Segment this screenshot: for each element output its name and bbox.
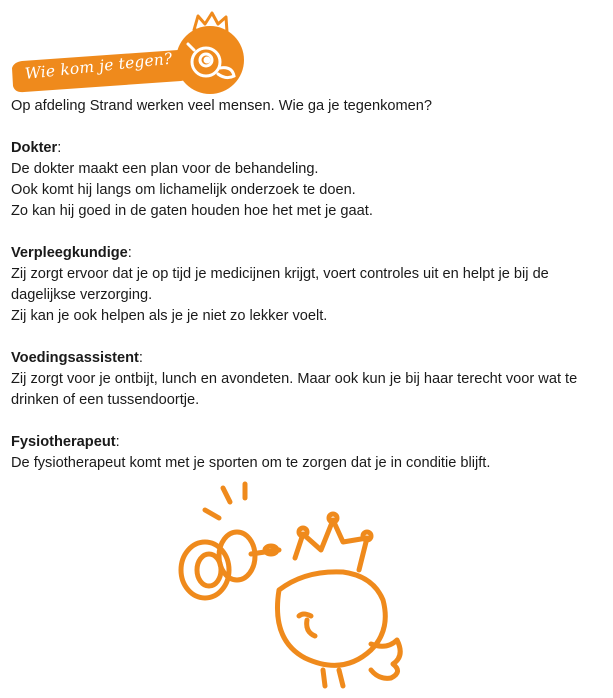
intro-text: Op afdeling Strand werken veel mensen. Wie ga je tegenkomen? <box>11 98 433 114</box>
section-line: De fysiotherapeut komt met je sporten om te zorgen dat je in conditie blijft. <box>11 455 491 471</box>
header-banner <box>8 10 253 96</box>
section-title: Dokter <box>11 140 58 156</box>
section-verpleegkundige: Verpleegkundige: Zij zorgt ervoor dat je op tijd je medicijnen krijgt, voert controles uit en helpt je bij de dagelijkse verzorging. Zij kan je ook helpen als je je niet zo lekker voelt. <box>11 243 603 327</box>
section-line: Zij zorgt voor je ontbijt, lunch en avondeten. Maar ook kun je bij haar terecht voor wat te drinken of een tussendoortje. <box>11 371 578 408</box>
section-fysiotherapeut: Fysiotherapeut: De fysiotherapeut komt met je sporten om te zorgen dat je in conditie blijft. <box>11 432 603 474</box>
bird-lifting-dumbbell-icon <box>175 480 425 692</box>
main-content <box>11 96 603 495</box>
section-line: Zij kan je ook helpen als je je niet zo lekker voelt. <box>11 308 328 324</box>
section-line: Zij zorgt ervoor dat je op tijd je medicijnen krijgt, voert controles uit en helpt je bij de dagelijkse verzorging. <box>11 266 549 303</box>
section-dokter: Dokter: De dokter maakt een plan voor de behandeling. Ook komt hij langs om lichamelijk onderzoek te doen. Zo kan hij goed in de gaten houden hoe het met je gaat. <box>11 138 603 222</box>
section-line: Ook komt hij langs om lichamelijk onderzoek te doen. <box>11 182 356 198</box>
section-voedingsassistent: Voedingsassistent: Zij zorgt voor je ontbijt, lunch en avondeten. Maar ook kun je bij haar terecht voor wat te drinken of een tussendoortje. <box>11 348 603 411</box>
section-title: Fysiotherapeut <box>11 434 116 450</box>
section-title: Verpleegkundige <box>11 245 128 261</box>
section-title: Voedingsassistent <box>11 350 139 366</box>
section-line: De dokter maakt een plan voor de behandeling. <box>11 161 319 177</box>
section-line: Zo kan hij goed in de gaten houden hoe het met je gaat. <box>11 203 373 219</box>
banner-title: Wie kom je tegen? <box>24 49 174 83</box>
